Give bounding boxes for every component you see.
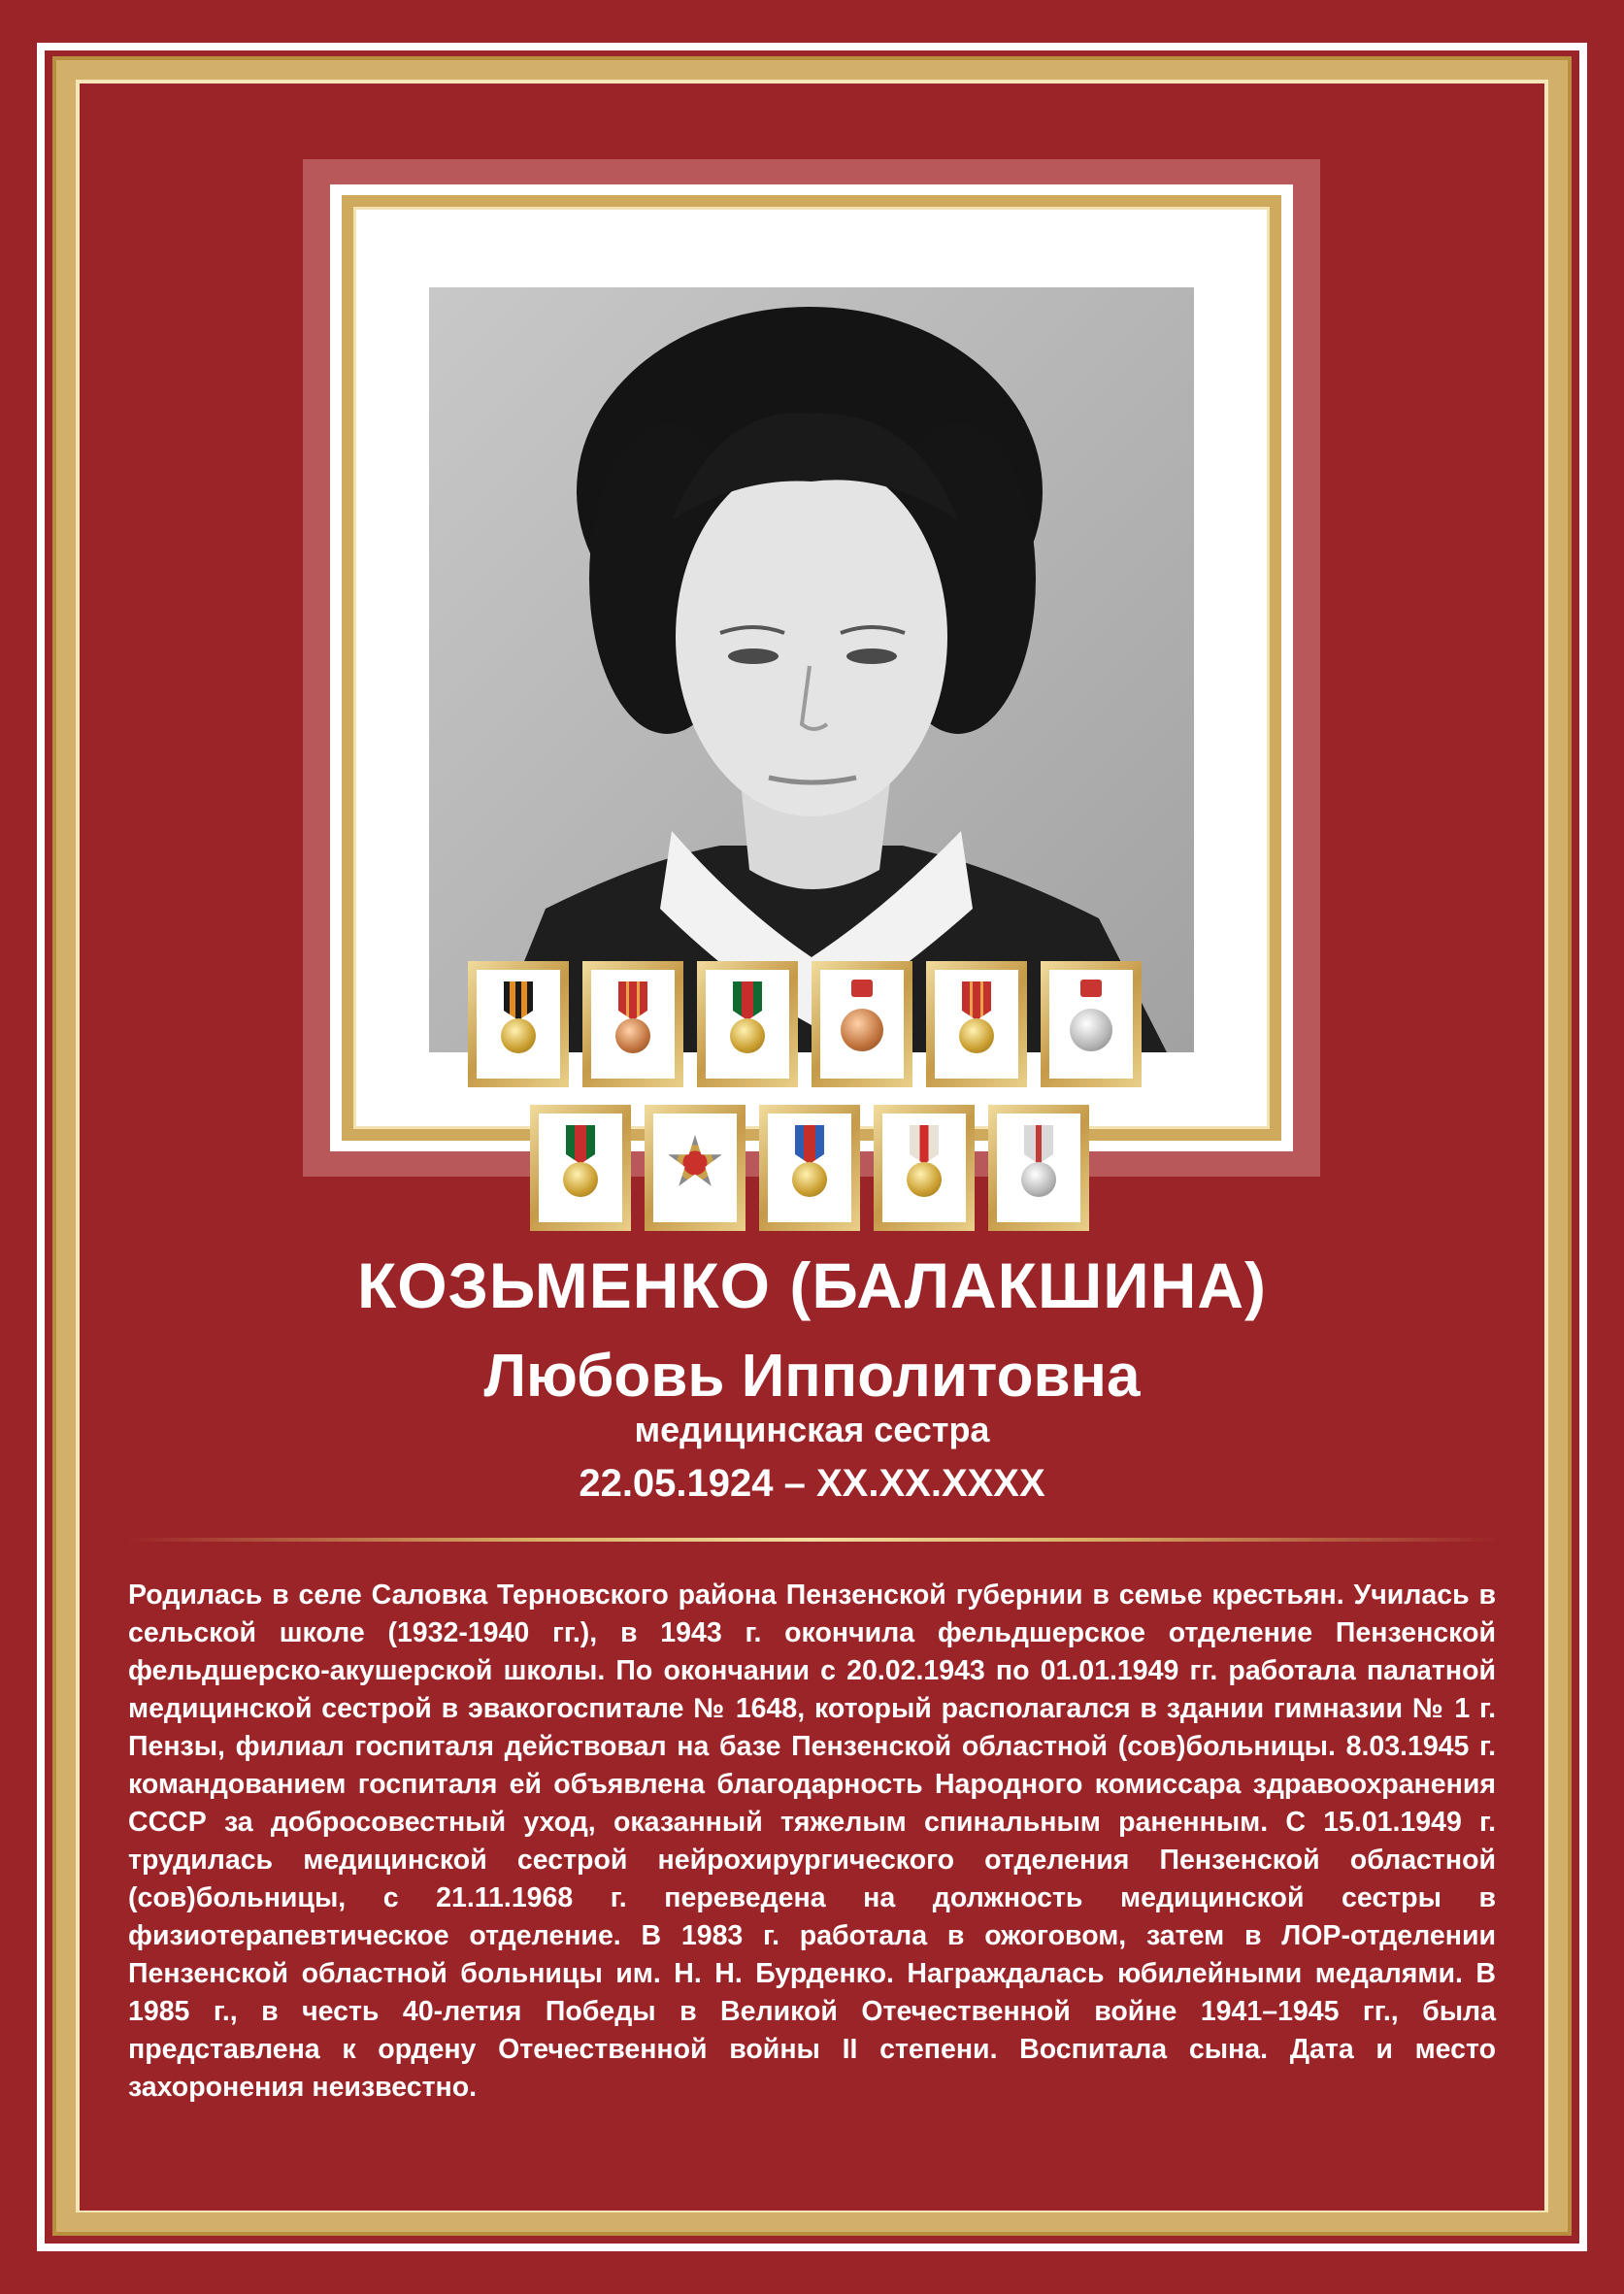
victory-medal-icon xyxy=(477,970,560,1079)
badge-medal-icon xyxy=(1049,970,1133,1079)
medal-tile xyxy=(530,1105,631,1231)
medal-tile xyxy=(582,961,683,1087)
jubilee-medal-icon xyxy=(591,970,675,1079)
order-patriotic-war-icon xyxy=(653,1114,737,1222)
medal-tile xyxy=(645,1105,746,1231)
medal-tile xyxy=(926,961,1027,1087)
jubilee-medal-icon xyxy=(882,1114,966,1222)
medal-tile xyxy=(468,961,569,1087)
jubilee-medal-icon xyxy=(539,1114,622,1222)
jubilee-medal-icon xyxy=(768,1114,851,1222)
medal-tile xyxy=(759,1105,860,1231)
medal-tile xyxy=(1041,961,1142,1087)
given-names-heading: Любовь Ипполитовна xyxy=(483,1343,1141,1410)
medal-tile xyxy=(812,961,912,1087)
portrait-photo xyxy=(429,287,1194,1052)
medal-tile xyxy=(988,1105,1089,1231)
medal-tile xyxy=(874,1105,975,1231)
surname-heading: КОЗЬМЕНКО (БАЛАКШИНА) xyxy=(356,1249,1268,1321)
badge-medal-icon xyxy=(820,970,904,1079)
role-label: медицинская сестра xyxy=(634,1410,990,1449)
jubilee-medal-icon xyxy=(935,970,1018,1079)
medal-tile xyxy=(697,961,798,1087)
divider-line xyxy=(126,1538,1498,1542)
life-dates: 22.05.1924 – XX.XX.XXXX xyxy=(579,1462,1045,1505)
biography-text: Родилась в селе Саловка Терновского района Пензенской губернии в семье крестьян. Училась в сельской школе (1932-1940 гг.), в 1943 г. окончила фельдшерское отделение Пензенской фельдшерско-акушерской школы. По окончании с 20.02.1943 по 01.01.1949 гг. работала палатной медицинской сестрой в эвакогоспитале № 1648, который располагался в здании гимназии № 1 г. Пензы, филиал госпиталя действовал на базе Пензенской областной (сов)больницы. 8.03.1945 г. командованием госпиталя ей объявлена благодарность Народного комиссара здравоохранения СССР за добросовестный уход, оказанный тяжелым спинальным раненным. С 15.01.1949 г. трудилась медицинской сестрой нейрохирургического отделения Пензенской областной (сов)больницы, с 21.11.1968 г. переведена на должность медицинской сестры в физиотерапевтическое отделение. В 1983 г. работала в ожоговом, затем в ЛОР-отделении Пензенской областной больницы им. Н. Н. Бурденко. Награждалась юбилейными медалями. В 1985 г., в честь 40-летия Победы в Великой Отечественной войне 1941–1945 гг., была представлена к ордену Отечественной войны II степени. Воспитала сына. Дата и место захоронения неизвестно. xyxy=(128,1579,1496,2103)
veteran-medal-icon xyxy=(997,1114,1080,1222)
jubilee-medal-icon xyxy=(706,970,789,1079)
